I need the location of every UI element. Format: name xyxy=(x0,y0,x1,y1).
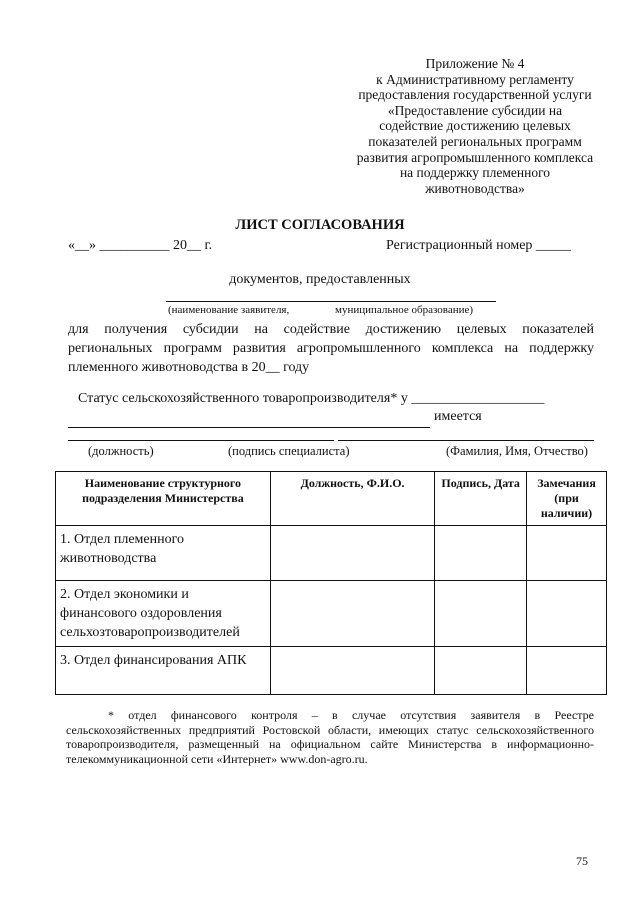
fullname-underline xyxy=(338,440,594,441)
footnote: * отдел финансового контроля – в случае отсутствия заявителя в Реестре сельскохозяйственных предприятий Ростовской области, имеющих статус сельскохозяйственного товаропроизводителя, размещенный на официальном сайте Министерства в информационно-телекоммуникационной сети «Интернет» www.don-agro.ru. xyxy=(66,708,594,766)
municipality-caption: муниципальное образование) xyxy=(335,304,474,316)
applicant-caption: (наименование заявителя, xyxy=(168,304,290,316)
page-number: 75 xyxy=(576,854,588,868)
signature-caption: (подпись специалиста) xyxy=(228,444,350,458)
remarks-cell[interactable] xyxy=(527,581,607,647)
table-row xyxy=(56,647,607,695)
position-signature-underline xyxy=(68,440,334,441)
signature-cell[interactable] xyxy=(435,526,527,581)
department-cell: 1. Отдел племенного животноводства xyxy=(56,526,271,581)
approval-table xyxy=(55,471,607,695)
appendix-line: предоставления государственной услуги xyxy=(358,87,592,103)
remarks-cell[interactable] xyxy=(527,647,607,695)
header-signature-date: Подпись, Дата xyxy=(435,472,527,526)
applicant-underline xyxy=(166,301,496,302)
purpose-paragraph: для получения субсидии на содействие достижению целевых показателей региональных программ развития агропромышленного комплекса на поддержку племенного животноводства в 20__ году xyxy=(68,322,594,375)
table-row xyxy=(56,526,607,581)
appendix-line: «Предоставление субсидии на xyxy=(387,102,563,118)
department-cell: 3. Отдел финансирования АПК xyxy=(56,647,271,695)
status-underline xyxy=(68,427,430,428)
appendix-line: содействие достижению целевых xyxy=(379,118,571,134)
documents-text: документов, предоставленных xyxy=(229,272,411,287)
appendix-line: развития агропромышленного комплекса xyxy=(356,149,594,165)
header-remarks: Замечания (при наличии) xyxy=(527,472,607,526)
position-cell[interactable] xyxy=(270,647,434,695)
has-text: имеется xyxy=(434,409,482,424)
header-position: Должность, Ф.И.О. xyxy=(270,472,434,526)
page-title: ЛИСТ СОГЛАСОВАНИЯ xyxy=(235,217,405,233)
signature-cell[interactable] xyxy=(435,647,527,695)
date-line: «__» __________ 20__ г. xyxy=(68,238,213,253)
department-cell: 2. Отдел экономики и финансового оздоровления сельхозтоваропроизводителей xyxy=(56,581,271,647)
appendix-line: животноводства» xyxy=(425,180,525,196)
header-department: Наименование структурного подразделения Министерства xyxy=(56,472,271,526)
appendix-line: на поддержку племенного xyxy=(399,165,551,181)
appendix-line: к Административному регламенту xyxy=(376,71,574,87)
registration-number-line: Регистрационный номер _____ xyxy=(386,238,571,253)
fullname-caption: (Фамилия, Имя, Отчество) xyxy=(446,444,588,458)
remarks-cell[interactable] xyxy=(527,526,607,581)
table-header-row xyxy=(56,472,607,526)
position-caption: (должность) xyxy=(88,444,154,458)
status-line: Статус сельскохозяйственного товаропроизводителя* у ___________________ xyxy=(78,391,545,406)
appendix-header xyxy=(330,56,620,196)
position-cell[interactable] xyxy=(270,526,434,581)
position-cell[interactable] xyxy=(270,581,434,647)
table-row xyxy=(56,581,607,647)
signature-cell[interactable] xyxy=(435,581,527,647)
appendix-line: показателей региональных программ xyxy=(368,133,582,149)
appendix-line: Приложение № 4 xyxy=(425,56,525,71)
